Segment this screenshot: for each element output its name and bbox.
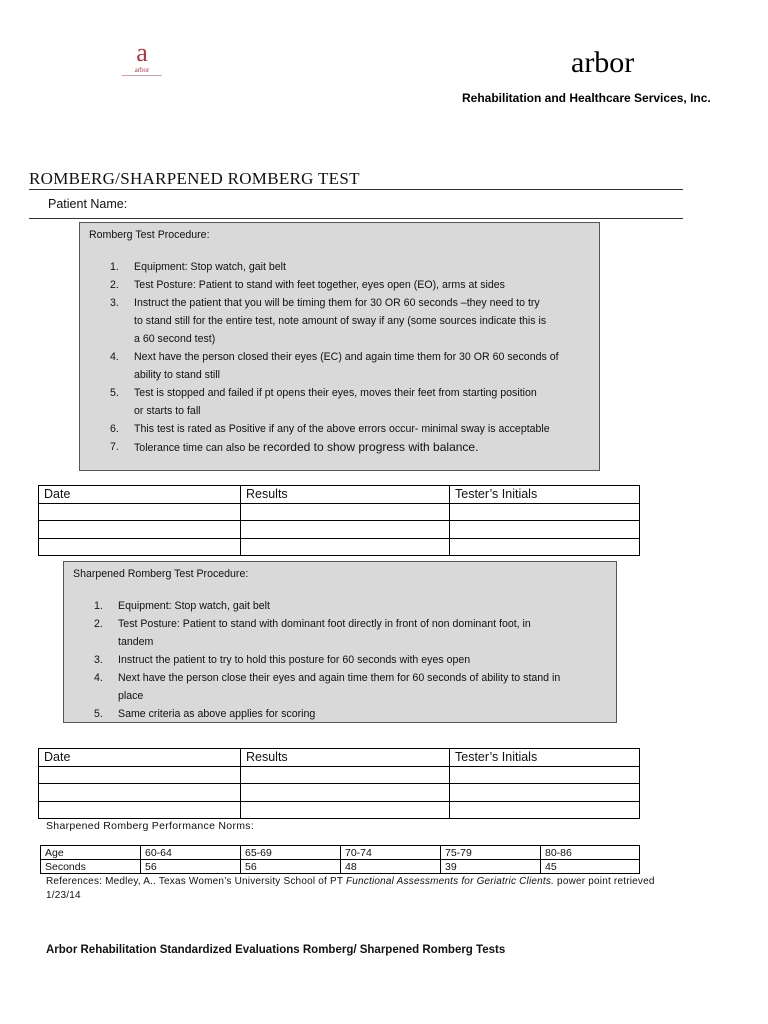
results-cell[interactable]	[241, 766, 450, 784]
list-item: 2. Test Posture: Patient to stand with feet together, eyes open (EO), arms at sides	[110, 279, 505, 291]
brand-name: arbor	[571, 46, 635, 79]
romberg-results-table	[38, 485, 640, 556]
table-row	[39, 801, 640, 819]
references	[46, 875, 686, 903]
logo-underline	[122, 75, 162, 76]
table-row	[39, 538, 640, 556]
norms-label: Sharpened Romberg Performance Norms:	[46, 820, 255, 832]
list-item: 3. Instruct the patient to try to hold this posture for 60 seconds with eyes open	[94, 654, 471, 666]
document-title: ROMBERG/SHARPENED ROMBERG TEST	[29, 169, 360, 188]
date-cell[interactable]	[39, 503, 241, 521]
header-results: Results	[241, 749, 450, 767]
table-row	[41, 846, 640, 860]
results-cell[interactable]	[241, 521, 450, 539]
initials-cell[interactable]	[450, 538, 640, 556]
norms-cell: 75-79	[441, 846, 541, 860]
table-row	[39, 503, 640, 521]
references-title: Functional Assessments for Geriatric Clients.	[345, 876, 555, 887]
header-date: Date	[39, 749, 241, 767]
norms-cell: 48	[341, 860, 441, 874]
norms-cell: Age	[41, 846, 141, 860]
footer-text: Arbor Rehabilitation Standardized Evaluations Romberg/ Sharpened Romberg Tests	[46, 944, 506, 956]
header-testers-initials: Tester’s Initials	[450, 749, 640, 767]
results-cell[interactable]	[241, 538, 450, 556]
table-row	[39, 766, 640, 784]
norms-cell: 56	[141, 860, 241, 874]
table-header-row	[39, 486, 640, 504]
romberg-procedure-box	[79, 222, 600, 471]
date-cell[interactable]	[39, 801, 241, 819]
patient-name-label: Patient Name:	[48, 197, 128, 211]
list-item: 4. Next have the person close their eyes and again time them for 60 seconds of ability to stand in place	[94, 672, 561, 702]
initials-cell[interactable]	[450, 784, 640, 802]
sharpened-procedure-box	[63, 561, 617, 723]
initials-cell[interactable]	[450, 766, 640, 784]
header-date: Date	[39, 486, 241, 504]
date-cell[interactable]	[39, 521, 241, 539]
list-item: 3. Instruct the patient that you will be timing them for 30 OR 60 seconds –they need to try to stand still for the entire test, note amount of sway if any (some sources indicate this is a 60 second test)	[110, 297, 547, 345]
romberg-steps	[110, 258, 594, 457]
list-item: 6. This test is rated as Positive if any of the above errors occur- minimal sway is acceptable	[110, 423, 550, 435]
norms-cell: 65-69	[241, 846, 341, 860]
list-item: 5. Test is stopped and failed if pt opens their eyes, moves their feet from starting position or starts to fall	[110, 387, 537, 417]
norms-table	[40, 845, 640, 874]
list-item: 7. Tolerance time can also be recorded to show progress with balance.	[110, 440, 479, 454]
references-suffix: power point retrieved	[554, 876, 655, 887]
table-row	[39, 784, 640, 802]
initials-cell[interactable]	[450, 521, 640, 539]
norms-cell: 70-74	[341, 846, 441, 860]
table-header-row	[39, 749, 640, 767]
logo-subtext: arbor	[134, 66, 150, 74]
date-cell[interactable]	[39, 538, 241, 556]
sharpened-procedure-heading: Sharpened Romberg Test Procedure:	[73, 568, 249, 580]
logo-letter: a	[136, 38, 148, 67]
table-row	[41, 860, 640, 874]
norms-cell: Seconds	[41, 860, 141, 874]
sharpened-results-table	[38, 748, 640, 819]
patient-rule	[29, 218, 683, 219]
date-cell[interactable]	[39, 784, 241, 802]
list-item: 1. Equipment: Stop watch, gait belt	[110, 261, 286, 273]
header-testers-initials: Tester’s Initials	[450, 486, 640, 504]
romberg-procedure-heading: Romberg Test Procedure:	[89, 229, 210, 241]
list-item: 5. Same criteria as above applies for scoring	[94, 708, 316, 720]
initials-cell[interactable]	[450, 503, 640, 521]
list-item: 4. Next have the person closed their eyes (EC) and again time them for 30 OR 60 seconds of ability to stand still	[110, 351, 559, 381]
references-date: 1/23/14	[46, 890, 81, 901]
title-rule	[29, 189, 683, 190]
initials-cell[interactable]	[450, 801, 640, 819]
table-row	[39, 521, 640, 539]
sharpened-steps	[94, 597, 614, 723]
date-cell[interactable]	[39, 766, 241, 784]
references-prefix: References: Medley, A.. Texas Women’s University School of PT	[46, 876, 346, 887]
results-cell[interactable]	[241, 503, 450, 521]
list-item: 2. Test Posture: Patient to stand with dominant foot directly in front of non dominant foot, in tandem	[94, 618, 531, 648]
list-item: 1. Equipment: Stop watch, gait belt	[94, 600, 270, 612]
results-cell[interactable]	[241, 784, 450, 802]
results-cell[interactable]	[241, 801, 450, 819]
norms-cell: 45	[541, 860, 640, 874]
norms-cell: 80-86	[541, 846, 640, 860]
norms-cell: 39	[441, 860, 541, 874]
company-name: Rehabilitation and Healthcare Services, Inc.	[462, 91, 711, 105]
arbor-logo	[120, 40, 164, 80]
norms-cell: 56	[241, 860, 341, 874]
header-results: Results	[241, 486, 450, 504]
norms-cell: 60-64	[141, 846, 241, 860]
